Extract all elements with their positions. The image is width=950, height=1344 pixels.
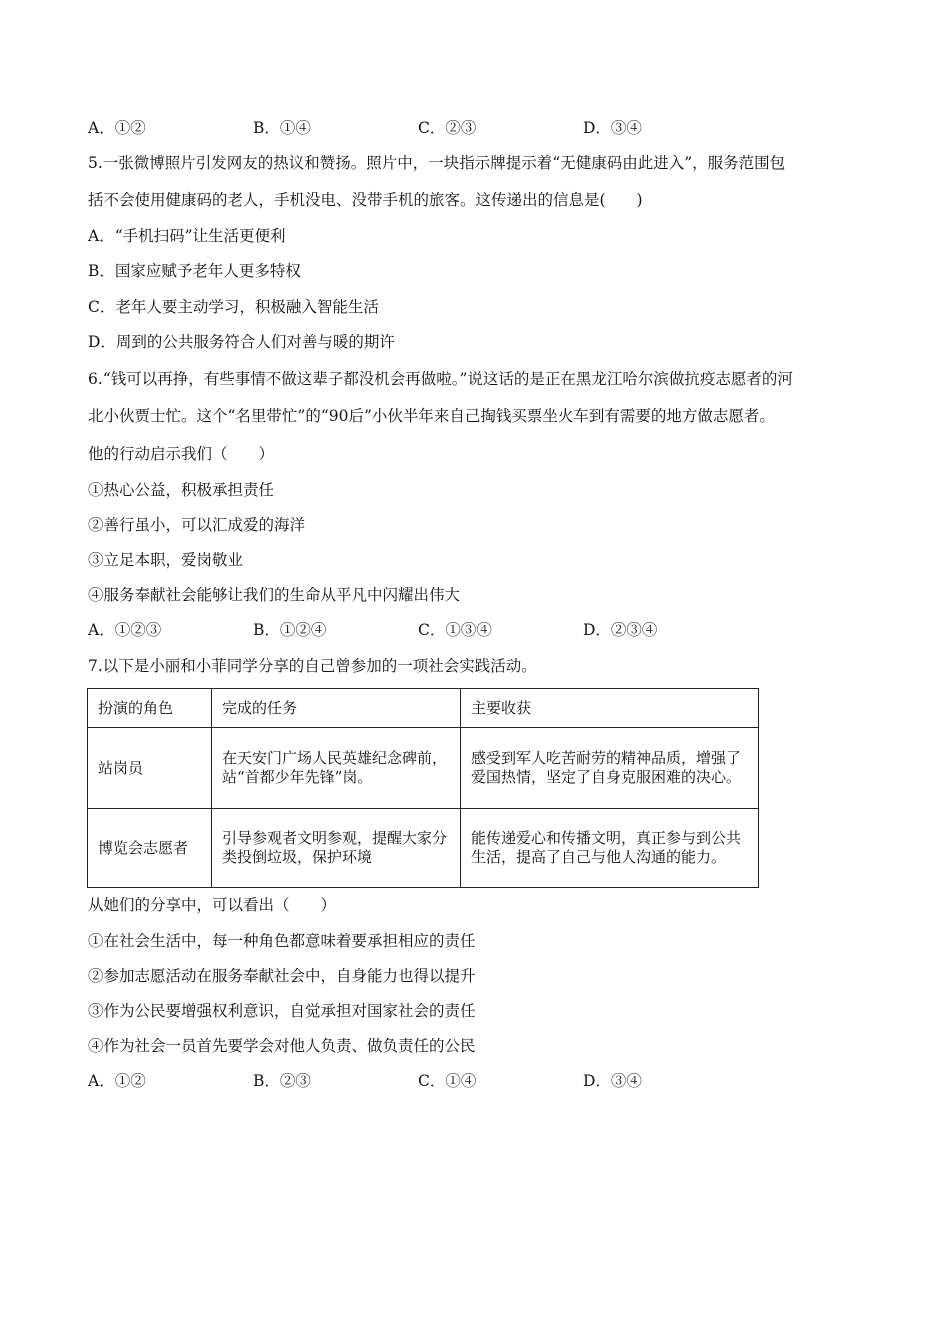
q4-option-d[interactable]: D．③④	[583, 119, 642, 137]
q5-option-a[interactable]: A．“手机扫码”让生活更便利	[88, 227, 286, 245]
q7-statement-1: ①在社会生活中，每一种角色都意味着要承担相应的责任	[88, 932, 476, 950]
q6-option-d[interactable]: D．②③④	[583, 621, 658, 639]
q6-statement-1: ①热心公益，积极承担责任	[88, 481, 275, 499]
q7-statement-4: ④作为社会一员首先要学会对他人负责、做负责任的公民	[88, 1037, 476, 1055]
q6-statement-3: ③立足本职，爱岗敬业	[88, 551, 244, 569]
table-header-row	[88, 689, 759, 728]
q7-question: 从她们的分享中，可以看出（ ）	[88, 896, 337, 914]
q6-options	[88, 619, 788, 641]
table-row	[88, 728, 759, 809]
q6-stem-line-2: 北小伙贾士忙。这个“名里带忙”的“90后”小伙半年来自己掏钱买票坐火车到有需要的地方做志愿者。	[88, 407, 775, 425]
table-cell-gain: 感受到军人吃苦耐劳的精神品质，增强了爱国热情，坚定了自身克服困难的决心。	[461, 728, 759, 809]
table-cell-task: 引导参观者文明参观，提醒大家分类投倒垃圾，保护环境	[212, 809, 461, 888]
q7-option-b[interactable]: B．②③	[253, 1072, 311, 1090]
q7-stem: 7.以下是小丽和小菲同学分享的自己曾参加的一项社会实践活动。	[88, 657, 537, 675]
q7-option-d[interactable]: D．③④	[583, 1072, 642, 1090]
q7-statement-2: ②参加志愿活动在服务奉献社会中，自身能力也得以提升	[88, 967, 476, 985]
q5-option-c[interactable]: C．老年人要主动学习，积极融入智能生活	[88, 298, 379, 316]
q7-option-c[interactable]: C．①④	[418, 1072, 477, 1090]
q7-options	[88, 1070, 788, 1092]
q6-statement-2: ②善行虽小，可以汇成爱的海洋	[88, 516, 306, 534]
table-header-role: 扮演的角色	[88, 689, 212, 728]
q6-stem-line-1: 6.“钱可以再挣，有些事情不做这辈子都没机会再做啦。”说这话的是正在黑龙江哈尔滨做抗疫志愿者的河	[88, 370, 793, 388]
q4-option-c[interactable]: C．②③	[418, 119, 477, 137]
q4-option-a[interactable]: A．①②	[88, 119, 146, 137]
table-cell-gain: 能传递爱心和传播文明，真正参与到公共生活，提高了自己与他人沟通的能力。	[461, 809, 759, 888]
q5-option-b[interactable]: B．国家应赋予老年人更多特权	[88, 262, 301, 280]
q6-option-b[interactable]: B．①②④	[253, 621, 327, 639]
q5-option-d[interactable]: D．周到的公共服务符合人们对善与暖的期许	[88, 333, 395, 351]
q5-stem-line-1: 5.一张微博照片引发网友的热议和赞扬。照片中，一块指示牌提示着“无健康码由此进入”，服务范围包	[88, 154, 786, 172]
q6-option-c[interactable]: C．①③④	[418, 621, 492, 639]
practice-activity-table	[87, 688, 759, 888]
q6-option-a[interactable]: A．①②③	[88, 621, 162, 639]
q7-option-a[interactable]: A．①②	[88, 1072, 146, 1090]
q6-stem-line-3: 他的行动启示我们（ ）	[88, 445, 275, 463]
table-header-gain: 主要收获	[461, 689, 759, 728]
q5-stem-line-2: 括不会使用健康码的老人，手机没电、没带手机的旅客。这传递出的信息是( )	[88, 191, 643, 209]
table-row	[88, 809, 759, 888]
table-cell-role: 站岗员	[88, 728, 212, 809]
q4-option-b[interactable]: B．①④	[253, 119, 311, 137]
q6-statement-4: ④服务奉献社会能够让我们的生命从平凡中闪耀出伟大	[88, 586, 461, 604]
table-cell-role: 博览会志愿者	[88, 809, 212, 888]
table-cell-task: 在天安门广场人民英雄纪念碑前，站“首都少年先锋”岗。	[212, 728, 461, 809]
q7-statement-3: ③作为公民要增强权利意识，自觉承担对国家社会的责任	[88, 1002, 476, 1020]
q4-options	[88, 117, 788, 139]
table-header-task: 完成的任务	[212, 689, 461, 728]
